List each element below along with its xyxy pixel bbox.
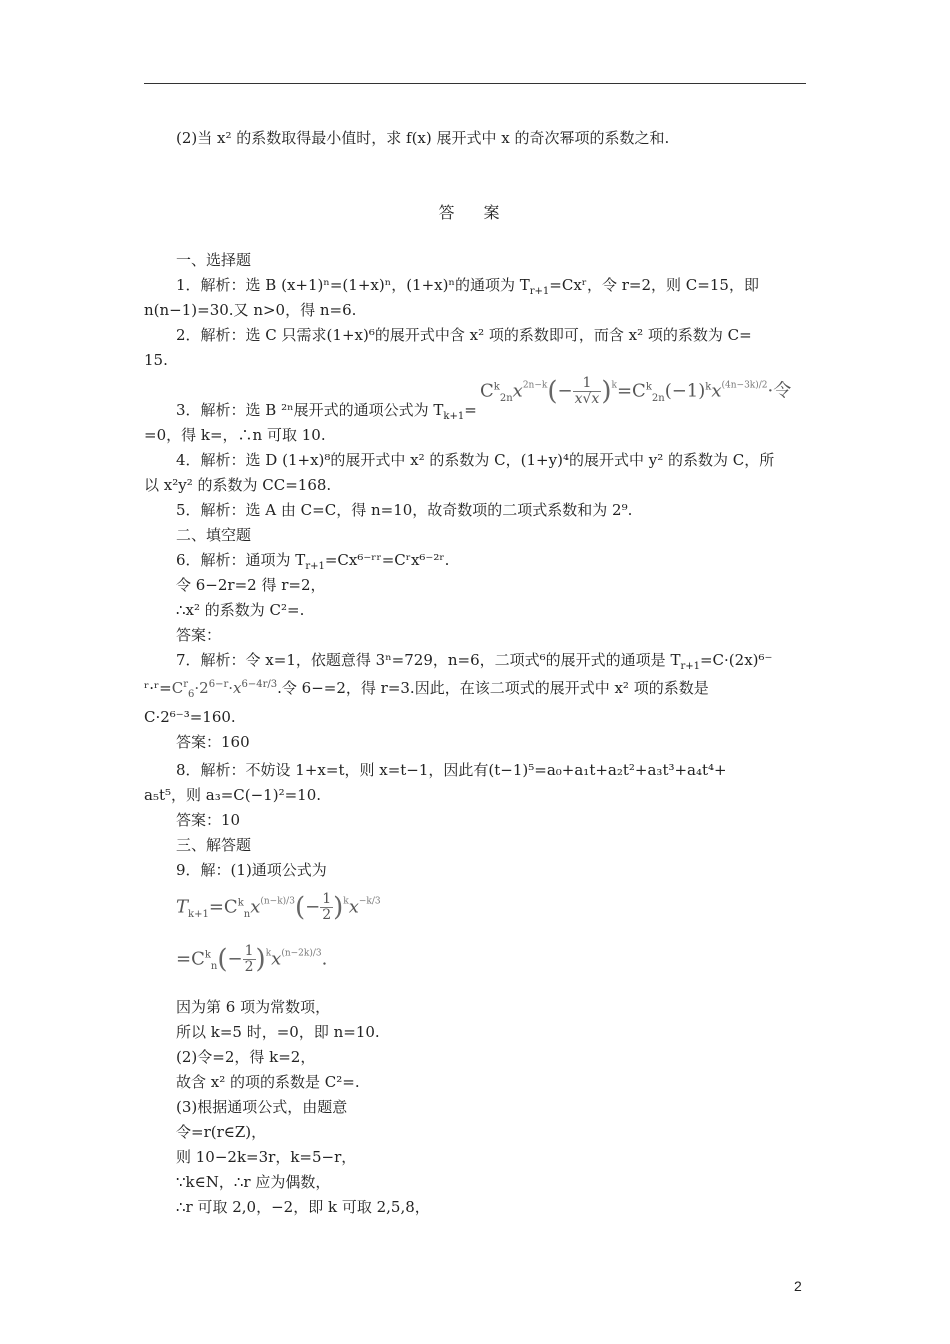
- answer-7-line-2: $ʳ\cdot ʳ=C^r_6\cdot 2^{6-r}\cdot x^{6-4r/3}$.令 6−=2，得 r=3.因此，在该二项式的展开式中 x² 项的系数是: [144, 679, 709, 700]
- answer-4-line-2: 以 x²y² 的系数为 CC=168.: [144, 476, 332, 494]
- answer-9-line-9: 令=r(r∈Z)，: [176, 1123, 267, 1141]
- answer-1-line-2: n(n−1)=30.又 n>0，得 n=6.: [144, 301, 357, 319]
- section-3-heading: 三、解答题: [176, 836, 252, 854]
- answer-9-line-1: 9．解：(1)通项公式为: [176, 861, 327, 879]
- answer-8-line-2: a₅t⁵，则 a₃=C(−1)²=10.: [144, 786, 322, 804]
- answer-6-answer: 答案：: [176, 626, 222, 644]
- answer-6-line-1: 6．解析：通项为 $T_{r+1}=Cx^{6-}ʳʳ=Cʳx^{6-2}ʳ$.: [176, 551, 450, 572]
- answer-5-line: 5．解析：选 A 由 C=C，得 n=10，故奇数项的二项式系数和为 2⁹.: [176, 501, 633, 519]
- answer-2-line-2: 15.: [144, 351, 168, 369]
- answer-9-line-11: ∵k∈N，∴r 应为偶数，: [176, 1173, 331, 1191]
- answer-title: 答 案: [438, 203, 512, 222]
- answer-9-formula-1: $T_{k+1}=C^k_nx^{(n-k)/3}(-$ $\frac{1}{2}$ )$^kx^{-k/3}$: [176, 891, 381, 923]
- answer-9-line-10: 则 10−2k=3r，k=5−r，: [176, 1148, 357, 1166]
- answer-8-answer: 答案：10: [176, 811, 241, 829]
- answer-7-answer: 答案：160: [176, 733, 250, 751]
- answer-9-line-6: (2)令=2，得 k=2，: [176, 1048, 316, 1066]
- answer-2-line-1: 2．解析：选 C 只需求(1+x)⁶的展开式中含 x² 项的系数即可，而含 x² 项的系数为 C=: [176, 326, 752, 344]
- header-rule: [144, 83, 806, 84]
- answer-1-line-1: 1．解析：选 B (x+1)ⁿ=(1+x)ⁿ，(1+x)ⁿ的通项为 $T_{r+1}=Cxʳ$，令 r=2，则 C=15，即: [176, 276, 759, 297]
- answer-9-formula-2: $=C^k_n(-$ $\frac{1}{2}$ )$^kx^{(n-2k)/3}$.: [176, 943, 328, 975]
- answer-9-line-5: 所以 k=5 时，=0，即 n=10.: [176, 1023, 380, 1041]
- answer-8-line-1: 8．解析：不妨设 1+x=t，则 x=t−1，因此有(t−1)⁵=a₀+a₁t+a₂t²+a₃t³+a₄t⁴+: [176, 761, 727, 779]
- answer-7-line-1: 7．解析：令 x=1，依题意得 3ⁿ=729，n=6，二项式⁶的展开式的通项是 $T_{r+1}=C\cdot(2x)^{6-}$: [176, 651, 773, 672]
- answer-3-line-1: 3．解析：选 B ²ⁿ展开式的通项公式为 $T_{k+1}=$: [176, 401, 477, 422]
- answer-9-line-4: 因为第 6 项为常数项，: [176, 998, 331, 1016]
- answer-9-line-7: 故含 x² 的项的系数是 C²=.: [176, 1073, 360, 1091]
- answer-7-line-3: C·2⁶⁻³=160.: [144, 708, 236, 726]
- answer-3-formula: $C^k_{2n}x^{2n-k}(-$ $\frac{1}{x√x}$ )$^k=C^k_{2n}(-1)^kx^{(4n-3k)/2}\cdot$令: [480, 375, 792, 407]
- answer-4-line-1: 4．解析：选 D (1+x)⁸的展开式中 x² 的系数为 C，(1+y)⁴的展开式中 y² 的系数为 C，所: [176, 451, 775, 469]
- section-1-heading: 一、选择题: [176, 251, 252, 269]
- section-2-heading: 二、填空题: [176, 526, 252, 544]
- answer-9-line-12: ∴r 可取 2,0，−2，即 k 可取 2,5,8，: [176, 1198, 430, 1216]
- answer-6-line-3: ∴x² 的系数为 C²=.: [176, 601, 305, 619]
- page-number: 2: [794, 1278, 802, 1294]
- answer-9-line-8: (3)根据通项公式，由题意: [176, 1098, 348, 1116]
- question-2-line: (2)当 x² 的系数取得最小值时，求 f(x) 展开式中 x 的奇次幂项的系数之和.: [176, 129, 670, 147]
- answer-3-line-2: =0，得 k=，∴n 可取 10.: [144, 426, 326, 444]
- answer-6-line-2: 令 6−2r=2 得 r=2，: [176, 576, 326, 594]
